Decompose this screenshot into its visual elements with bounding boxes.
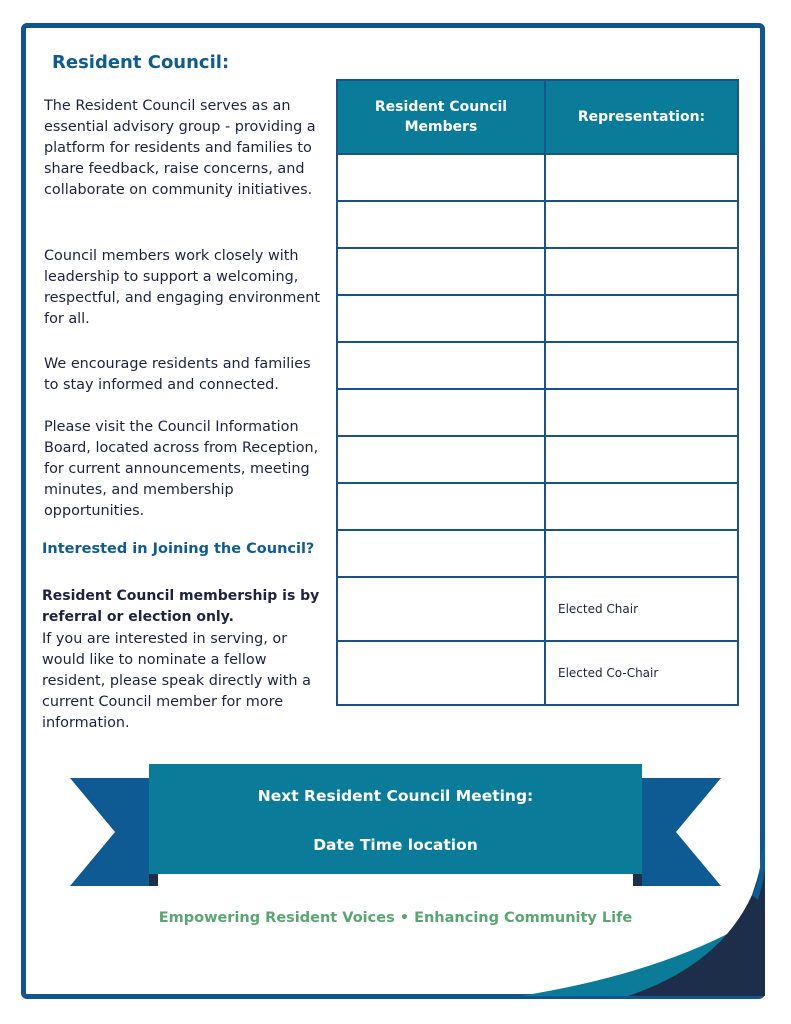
- member-name-cell: [337, 295, 545, 342]
- join-heading: Interested in Joining the Council?: [42, 541, 315, 557]
- table-row: [337, 641, 738, 705]
- ribbon-right-wing: [633, 778, 721, 886]
- member-name-cell: [337, 483, 545, 530]
- page-heading: Resident Council:: [52, 52, 230, 73]
- table-row: [337, 248, 738, 295]
- ribbon-left-wing: [70, 778, 158, 886]
- ribbon-left-fold: [149, 874, 158, 886]
- member-name-cell: [337, 577, 545, 641]
- table-row: [337, 389, 738, 436]
- member-name-cell: [337, 248, 545, 295]
- member-name-cell: [337, 389, 545, 436]
- member-name-cell: [337, 436, 545, 483]
- table-row: [337, 154, 738, 201]
- member-name-cell: [337, 641, 545, 705]
- table-row: [337, 483, 738, 530]
- table-row: [337, 342, 738, 389]
- representation-cell: [545, 154, 738, 201]
- representation-cell: [545, 389, 738, 436]
- table-row: [337, 577, 738, 641]
- meeting-banner-detail: Date Time location: [313, 836, 478, 854]
- representation-cell: [545, 295, 738, 342]
- representation-column-header: Representation:: [545, 80, 738, 154]
- info-board-paragraph: Please visit the Council Information Board, located across from Reception, for current announcements, meeting minutes, and membership opportunities.: [44, 419, 319, 519]
- representation-cell: [545, 483, 738, 530]
- members-column-header: Resident Council Members: [337, 80, 545, 154]
- table-row: [337, 201, 738, 248]
- ribbon-center: [149, 764, 642, 874]
- representation-cell: [545, 436, 738, 483]
- encourage-paragraph: We encourage residents and families to stay informed and connected.: [44, 356, 311, 393]
- member-name-cell: [337, 530, 545, 577]
- table-row: [337, 530, 738, 577]
- intro-paragraph: The Resident Council serves as an essential advisory group - providing a platform for residents and families to share feedback, raise concerns, and collaborate on community initiatives.: [44, 98, 316, 198]
- representation-cell: [545, 248, 738, 295]
- table-row: [337, 436, 738, 483]
- member-name-cell: [337, 342, 545, 389]
- representation-cell: Elected Co-Chair: [545, 641, 738, 705]
- table-row: [337, 295, 738, 342]
- join-paragraph: If you are interested in serving, or would like to nominate a fellow resident, please speak directly with a current Council member for more information.: [42, 631, 311, 731]
- leadership-paragraph: Council members work closely with leadership to support a welcoming, respectful, and engaging environment for all.: [44, 248, 321, 327]
- representation-cell: [545, 530, 738, 577]
- tagline: Empowering Resident Voices • Enhancing Community Life: [158, 910, 633, 926]
- council-members-table: [336, 79, 739, 706]
- representation-cell: Elected Chair: [545, 577, 738, 641]
- representation-cell: [545, 342, 738, 389]
- membership-note: Resident Council membership is by referral or election only.: [42, 588, 320, 625]
- member-name-cell: [337, 154, 545, 201]
- representation-cell: [545, 201, 738, 248]
- member-name-cell: [337, 201, 545, 248]
- meeting-banner-title: Next Resident Council Meeting:: [257, 787, 534, 805]
- table-header-row: [337, 80, 738, 154]
- ribbon-right-fold: [633, 874, 642, 886]
